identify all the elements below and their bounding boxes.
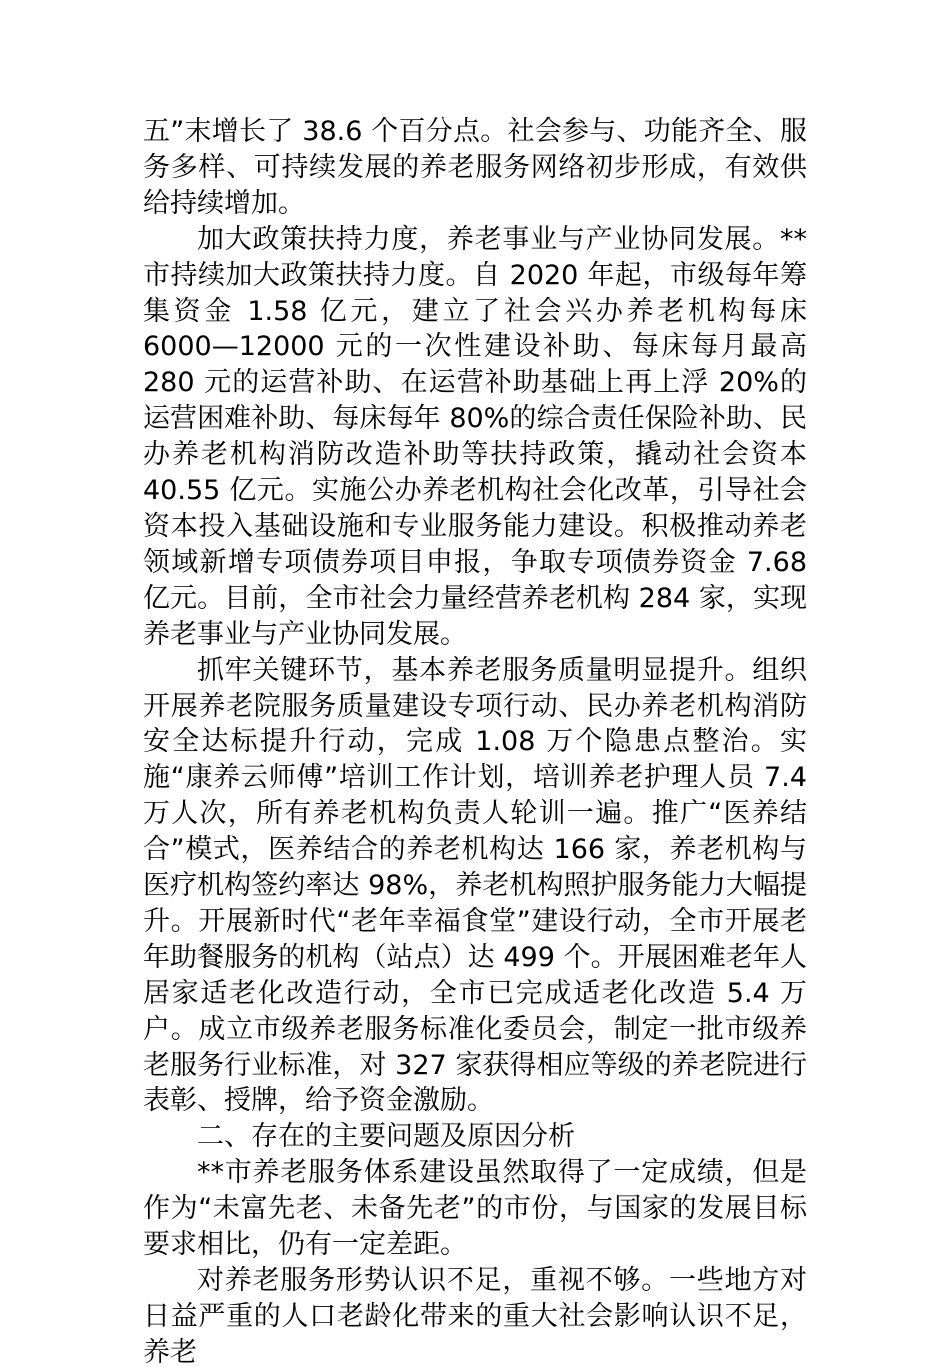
- paragraph-3: 抓牢关键环节，基本养老服务质量明显提升。组织开展养老院服务质量建设专项行动、民办养老机构消防安全达标提升行动，完成 1.08 万个隐患点整治。实施“康养云师傅”培训工作计划，培训养老护理人员 7.4 万人次，所有养老机构负责人轮训一遍。推广“医养结合”模式，医养结合的养老机构达 166 家，养老机构与医疗机构签约率达 98%，养老机构照护服务能力大幅提升。开展新时代“老年幸福食堂”建设行动，全市开展老年助餐服务的机构（站点）达 499 个。开展困难老年人居家适老化改造行动，全市已完成适老化改造 5.4 万户。成立市级养老服务标准化委员会，制定一批市级养老服务行业标准，对 327 家获得相应等级的养老院进行表彰、授牌，给予资金激励。: [143, 654, 807, 1117]
- paragraph-4: **市养老服务体系建设虽然取得了一定成绩，但是作为“未富先老、未备先老”的市份，与国家的发展目标要求相比，仍有一定差距。: [143, 1157, 807, 1261]
- section-heading: 二、存在的主要问题及原因分析: [197, 1121, 575, 1153]
- paragraph-2: 加大政策扶持力度，养老事业与产业协同发展。**市持续加大政策扶持力度。自 2020 年起，市级每年筹集资金 1.58 亿元，建立了社会兴办养老机构每床 6000—12000 元的一次性建设补助、每床每月最高 280 元的运营补助、在运营补助基础上再上浮 20%的运营困难补助、每床每年 80%的综合责任保险补助、民办养老机构消防改造补助等扶持政策，撬动社会资本 40.55 亿元。实施公办养老机构社会化改革，引导社会资本投入基础设施和专业服务能力建设。积极推动养老领域新增专项债券项目申报，争取专项债券资金 7.68 亿元。目前，全市社会力量经营养老机构 284 家，实现养老事业与产业协同发展。: [143, 223, 807, 650]
- document-body: [143, 114, 807, 1371]
- paragraph-5: 对养老服务形势认识不足，重视不够。一些地方对日益严重的人口老龄化带来的重大社会影响认识不足，养老: [143, 1265, 807, 1368]
- paragraph-1: 五”末增长了 38.6 个百分点。社会参与、功能齐全、服务多样、可持续发展的养老服务网络初步形成，有效供给持续增加。: [143, 116, 807, 219]
